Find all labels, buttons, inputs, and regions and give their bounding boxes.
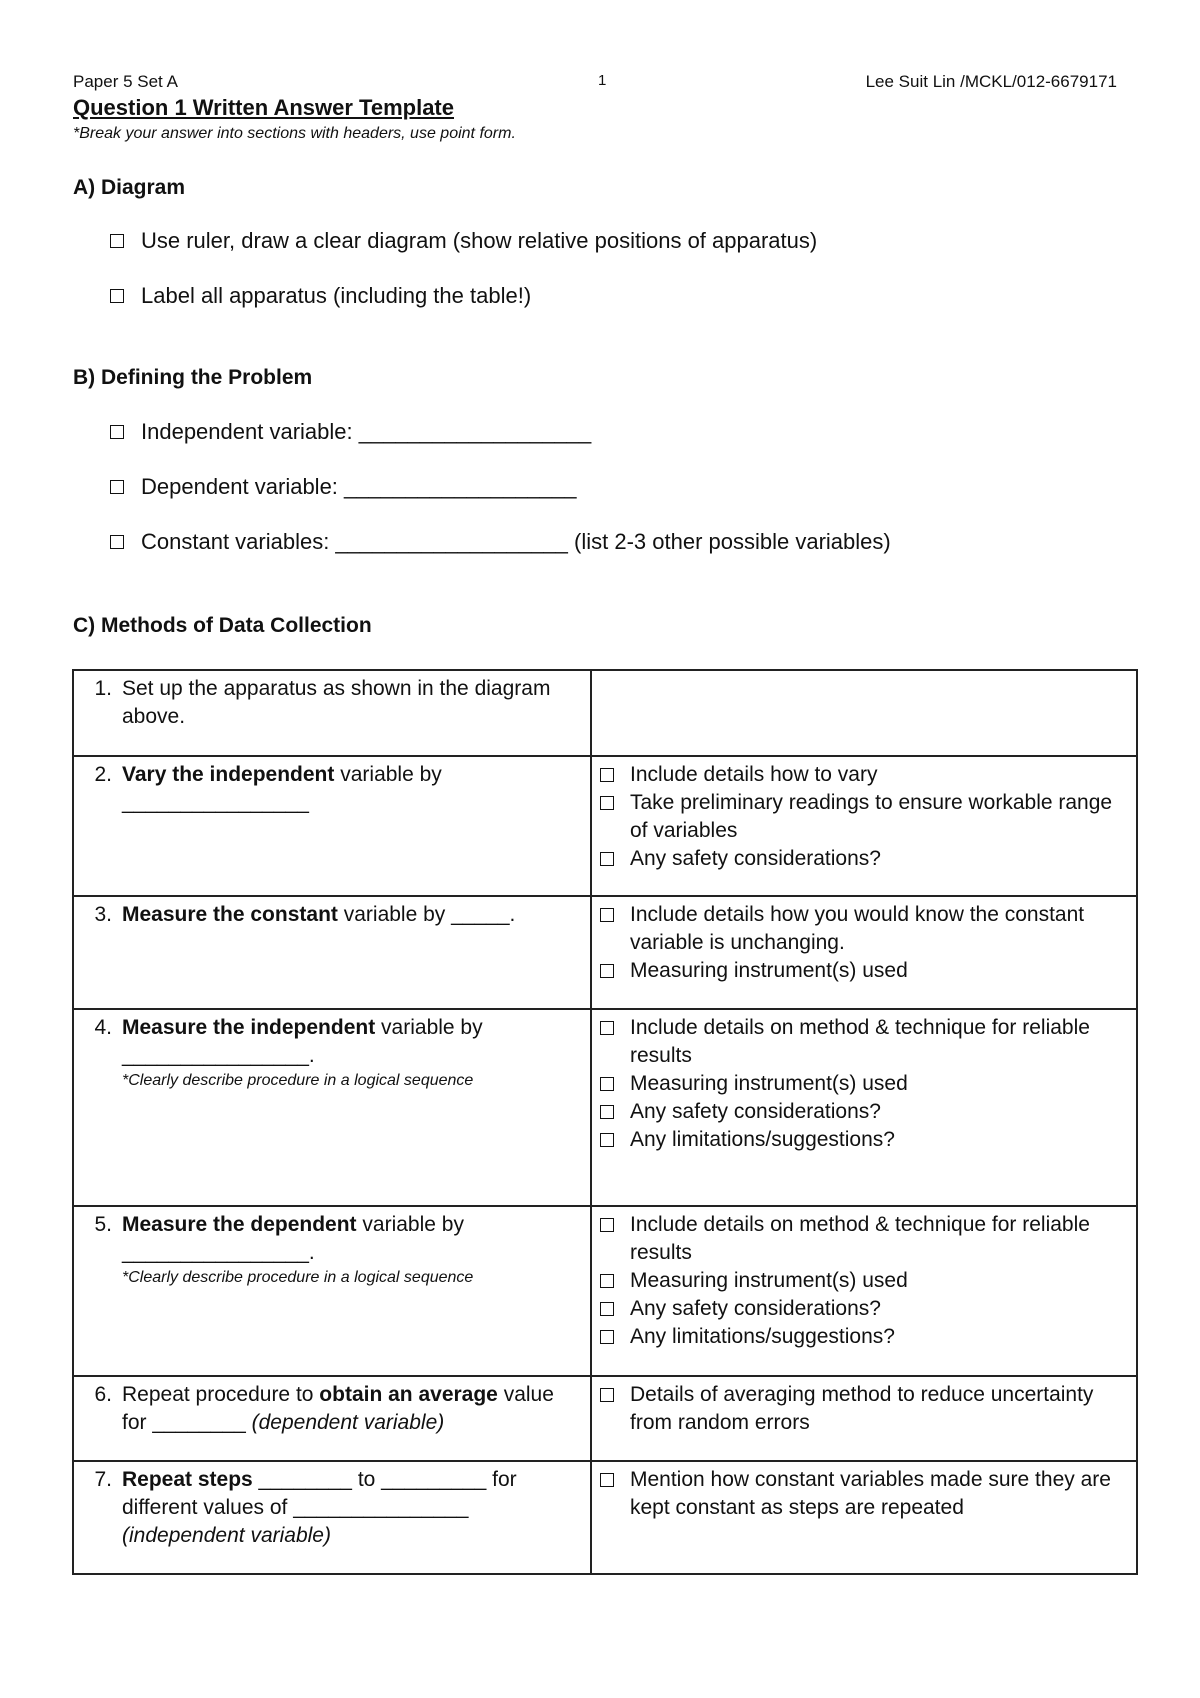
hint-text: Mention how constant variables made sure they are kept constant as steps are repeated — [630, 1468, 1111, 1519]
checkbox-icon — [600, 796, 614, 810]
step-number: 2. — [94, 763, 112, 786]
header-left: Paper 5 Set A — [73, 72, 178, 91]
table-row — [73, 1376, 1137, 1461]
checkbox-icon — [600, 1105, 614, 1119]
hint-text: Any safety considerations? — [630, 1100, 881, 1123]
hint-text: Include details on method & technique for reliable results — [630, 1213, 1090, 1264]
step-pre-text: Repeat procedure to — [122, 1383, 320, 1406]
step-note: *Clearly describe procedure in a logical sequence — [122, 1072, 474, 1089]
hint-text: Measuring instrument(s) used — [630, 1072, 908, 1095]
hint-text: Include details on method & technique for reliable results — [630, 1016, 1090, 1067]
checkbox-icon — [600, 1330, 614, 1344]
hint-cell — [591, 896, 1137, 1009]
step-rest-text: value for ________ — [122, 1383, 554, 1434]
step-number: 1. — [94, 677, 112, 700]
hint-text: Include details how you would know the constant variable is unchanging. — [630, 903, 1085, 954]
checkbox-icon — [110, 289, 124, 303]
section-b-item — [110, 474, 577, 500]
step-bold-text: Measure the independent — [122, 1016, 376, 1039]
step-text — [122, 1381, 582, 1437]
hint-item — [600, 761, 1128, 789]
page-number: 1 — [598, 72, 607, 89]
hint-text: Any safety considerations? — [630, 1297, 881, 1320]
step-cell — [73, 1461, 591, 1574]
hint-text: Measuring instrument(s) used — [630, 959, 908, 982]
checkbox-icon — [110, 535, 124, 549]
step-cell — [73, 1206, 591, 1376]
step-bold-text: Measure the constant — [122, 903, 338, 926]
step-number: 5. — [94, 1213, 112, 1236]
checkbox-icon — [600, 1021, 614, 1035]
hint-text: Any limitations/suggestions? — [630, 1325, 895, 1348]
step-text — [122, 1466, 582, 1550]
hint-cell — [591, 1376, 1137, 1461]
step-rest-text: variable by ________________ — [122, 763, 442, 814]
step-cell — [73, 670, 591, 756]
step-text — [122, 1016, 483, 1067]
hint-text: Measuring instrument(s) used — [630, 1269, 908, 1292]
hint-cell — [591, 756, 1137, 896]
step-cell — [73, 1009, 591, 1206]
step-cell — [73, 896, 591, 1009]
section-a-heading: A) Diagram — [73, 176, 186, 199]
methods-table — [72, 669, 1138, 1575]
hint-item — [600, 845, 1128, 873]
step-bold-text: Repeat steps — [122, 1468, 253, 1491]
step-bold-text: Measure the dependent — [122, 1213, 357, 1236]
section-b-heading: B) Defining the Problem — [73, 366, 313, 389]
hint-text: Any limitations/suggestions? — [630, 1128, 895, 1151]
checkbox-icon — [600, 1473, 614, 1487]
hint-item — [600, 1466, 1128, 1522]
step-text — [122, 901, 515, 929]
section-a-item-text: Use ruler, draw a clear diagram (show relative positions of apparatus) — [141, 228, 818, 253]
hint-cell — [591, 670, 1137, 756]
checkbox-icon — [110, 234, 124, 248]
checkbox-icon — [600, 1388, 614, 1402]
hint-text: Details of averaging method to reduce uncertainty from random errors — [630, 1383, 1094, 1434]
checkbox-icon — [600, 1077, 614, 1091]
section-a-item — [110, 228, 817, 254]
page-title: Question 1 Written Answer Template — [73, 95, 454, 120]
table-row — [73, 896, 1137, 1009]
checkbox-icon — [600, 768, 614, 782]
hint-item — [600, 1070, 1128, 1098]
section-b-item-text: Dependent variable: ___________________ — [141, 474, 577, 499]
checkbox-icon — [600, 1218, 614, 1232]
hint-text: Take preliminary readings to ensure workable range of variables — [630, 791, 1113, 842]
hint-text: Any safety considerations? — [630, 847, 881, 870]
step-italic-text: (independent variable) — [122, 1524, 331, 1547]
section-a-item — [110, 283, 531, 309]
step-rest-text: variable by ________________. — [122, 1213, 464, 1264]
step-number: 6. — [94, 1383, 112, 1406]
step-italic-text: (dependent variable) — [251, 1411, 445, 1434]
section-a-item-text: Label all apparatus (including the table!) — [141, 283, 532, 308]
table-row — [73, 1461, 1137, 1574]
checkbox-icon — [600, 1133, 614, 1147]
hint-item — [600, 957, 1128, 985]
checkbox-icon — [110, 480, 124, 494]
section-b-item — [110, 529, 891, 555]
checkbox-icon — [600, 1274, 614, 1288]
section-b-item-text: Constant variables: ___________________ (list 2-3 other possible variables) — [141, 529, 891, 554]
step-number: 7. — [94, 1468, 112, 1491]
checkbox-icon — [600, 1302, 614, 1316]
table-row — [73, 670, 1137, 756]
hint-item — [600, 1014, 1128, 1070]
table-row — [73, 756, 1137, 896]
hint-item — [600, 1211, 1128, 1267]
section-b-item-text: Independent variable: ___________________ — [141, 419, 592, 444]
hint-item — [600, 1126, 1128, 1154]
checkbox-icon — [600, 908, 614, 922]
step-note: *Clearly describe procedure in a logical sequence — [122, 1269, 474, 1286]
hint-item — [600, 1295, 1128, 1323]
table-row — [73, 1009, 1137, 1206]
checkbox-icon — [110, 425, 124, 439]
hint-cell — [591, 1009, 1137, 1206]
step-number: 4. — [94, 1016, 112, 1039]
hint-item — [600, 901, 1128, 957]
step-cell — [73, 1376, 591, 1461]
header-right: Lee Suit Lin /MCKL/012-6679171 — [865, 72, 1117, 91]
step-text: Set up the apparatus as shown in the diagram above. — [122, 677, 551, 728]
step-number: 3. — [94, 903, 112, 926]
step-cell — [73, 756, 591, 896]
checkbox-icon — [600, 964, 614, 978]
checkbox-icon — [600, 852, 614, 866]
hint-cell — [591, 1206, 1137, 1376]
step-rest-text: variable by _____. — [337, 903, 516, 926]
hint-item — [600, 1323, 1128, 1351]
step-rest-text: variable by ________________. — [122, 1016, 483, 1067]
step-bold-text: obtain an average — [319, 1383, 498, 1406]
step-rest-text: ________ to _________ for different values of _______________ — [122, 1468, 517, 1519]
step-text — [122, 761, 582, 817]
hint-text: Include details how to vary — [630, 763, 878, 786]
hint-cell — [591, 1461, 1137, 1574]
page-subtitle: *Break your answer into sections with headers, use point form. — [73, 125, 516, 142]
table-row — [73, 1206, 1137, 1376]
section-b-item — [110, 419, 591, 445]
step-bold-text: Vary the independent — [122, 763, 335, 786]
hint-item — [600, 1098, 1128, 1126]
section-c-heading: C) Methods of Data Collection — [73, 614, 372, 637]
hint-item — [600, 1381, 1128, 1437]
hint-item — [600, 789, 1128, 845]
hint-item — [600, 1267, 1128, 1295]
step-text — [122, 1213, 464, 1264]
